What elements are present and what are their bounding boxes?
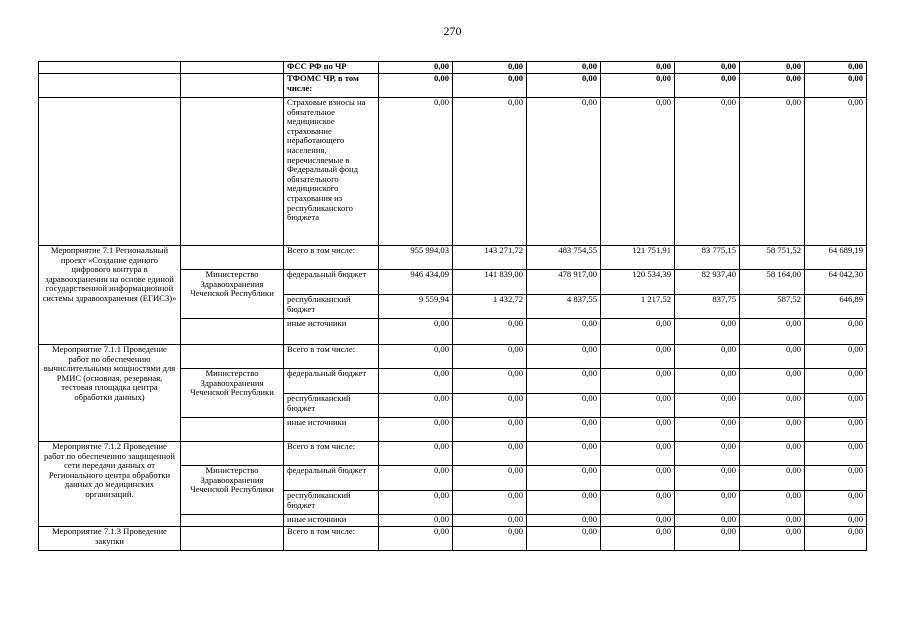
value-cell: 0,00 xyxy=(675,466,740,491)
value-cell: 0,00 xyxy=(805,369,867,394)
value-cell: 587,52 xyxy=(740,295,805,319)
value-cell: 0,00 xyxy=(453,394,527,418)
activity-title-cell: Мероприятие 7.1 Региональный проект «Создание единого цифрового контура в здравоохранении на основе единой государственной информационной системы здравоохранения (ЕГИСЗ)» xyxy=(39,246,181,345)
value-cell: 0,00 xyxy=(601,74,675,98)
value-cell: 0,00 xyxy=(740,442,805,466)
value-cell: 0,00 xyxy=(675,394,740,418)
value-cell: 0,00 xyxy=(805,466,867,491)
value-cell: 58 751,52 xyxy=(740,246,805,270)
value-cell: 0,00 xyxy=(805,394,867,418)
value-cell: 64 689,19 xyxy=(805,246,867,270)
value-cell: 0,00 xyxy=(601,491,675,515)
value-cell: 1 217,52 xyxy=(601,295,675,319)
value-cell: 0,00 xyxy=(740,74,805,98)
executor-cell-empty xyxy=(181,319,284,345)
value-cell: 82 937,40 xyxy=(675,270,740,295)
value-cell: 64 042,30 xyxy=(805,270,867,295)
value-cell: 0,00 xyxy=(379,98,453,246)
value-cell: 0,00 xyxy=(675,319,740,345)
source-cell: иные источники xyxy=(284,319,379,345)
source-cell: федеральный бюджет xyxy=(284,369,379,394)
source-cell: Всего в том числе: xyxy=(284,345,379,369)
value-cell: 0,00 xyxy=(675,74,740,98)
source-cell: иные источники xyxy=(284,515,379,527)
budget-table xyxy=(38,61,867,551)
value-cell: 0,00 xyxy=(601,62,675,74)
value-cell: 0,00 xyxy=(805,515,867,527)
value-cell: 0,00 xyxy=(379,466,453,491)
value-cell: 946 434,09 xyxy=(379,270,453,295)
source-cell: иные источники xyxy=(284,418,379,442)
value-cell: 0,00 xyxy=(675,527,740,551)
value-cell: 0,00 xyxy=(527,394,601,418)
source-cell: ТФОМС ЧР, в том числе: xyxy=(284,74,379,98)
value-cell: 837,75 xyxy=(675,295,740,319)
value-cell: 0,00 xyxy=(740,394,805,418)
value-cell: 0,00 xyxy=(805,418,867,442)
value-cell: 0,00 xyxy=(379,491,453,515)
value-cell: 121 751,91 xyxy=(601,246,675,270)
executor-cell-empty xyxy=(181,527,284,551)
value-cell: 0,00 xyxy=(740,491,805,515)
value-cell: 83 775,15 xyxy=(675,246,740,270)
table-row xyxy=(39,246,867,270)
value-cell: 0,00 xyxy=(453,98,527,246)
value-cell: 0,00 xyxy=(601,345,675,369)
value-cell: 0,00 xyxy=(675,515,740,527)
value-cell: 0,00 xyxy=(675,418,740,442)
value-cell: 0,00 xyxy=(740,466,805,491)
executor-cell: Министерство Здравоохранения Чеченской Республики xyxy=(181,270,284,319)
value-cell: 0,00 xyxy=(453,319,527,345)
source-cell: республиканский бюджет xyxy=(284,491,379,515)
value-cell: 0,00 xyxy=(601,442,675,466)
source-cell: ФСС РФ по ЧР xyxy=(284,62,379,74)
value-cell: 0,00 xyxy=(527,62,601,74)
value-cell: 0,00 xyxy=(805,345,867,369)
executor-cell: Министерство Здравоохранения Чеченской Республики xyxy=(181,466,284,515)
activity-cell-empty xyxy=(39,74,181,98)
source-cell: Страховые взносы на обязательное медицинское страхование неработающего населения, перечисляемые в Федеральный фонд обязательного медицинского страхования из республиканского бюджета xyxy=(284,98,379,246)
value-cell: 0,00 xyxy=(740,418,805,442)
value-cell: 4 837,55 xyxy=(527,295,601,319)
value-cell: 0,00 xyxy=(740,62,805,74)
source-cell: республиканский бюджет xyxy=(284,295,379,319)
value-cell: 0,00 xyxy=(379,442,453,466)
value-cell: 0,00 xyxy=(379,62,453,74)
table-row xyxy=(39,98,867,246)
executor-cell-empty xyxy=(181,345,284,369)
source-cell: республиканский бюджет xyxy=(284,394,379,418)
value-cell: 0,00 xyxy=(601,98,675,246)
value-cell: 0,00 xyxy=(527,466,601,491)
value-cell: 0,00 xyxy=(601,394,675,418)
value-cell: 0,00 xyxy=(527,527,601,551)
value-cell: 0,00 xyxy=(453,466,527,491)
value-cell: 0,00 xyxy=(601,418,675,442)
source-cell: Всего в том числе: xyxy=(284,442,379,466)
value-cell: 0,00 xyxy=(453,418,527,442)
value-cell: 483 754,55 xyxy=(527,246,601,270)
value-cell: 0,00 xyxy=(453,369,527,394)
source-cell: Всего в том числе: xyxy=(284,527,379,551)
value-cell: 0,00 xyxy=(675,369,740,394)
table-row xyxy=(39,442,867,466)
source-cell: Всего в том числе: xyxy=(284,246,379,270)
value-cell: 0,00 xyxy=(379,369,453,394)
value-cell: 0,00 xyxy=(675,442,740,466)
value-cell: 0,00 xyxy=(527,369,601,394)
value-cell: 120 534,39 xyxy=(601,270,675,295)
value-cell: 0,00 xyxy=(453,491,527,515)
value-cell: 0,00 xyxy=(675,491,740,515)
executor-cell-empty xyxy=(181,442,284,466)
value-cell: 0,00 xyxy=(601,515,675,527)
value-cell: 0,00 xyxy=(601,319,675,345)
value-cell: 0,00 xyxy=(379,319,453,345)
value-cell: 1 432,72 xyxy=(453,295,527,319)
value-cell: 0,00 xyxy=(527,319,601,345)
value-cell: 0,00 xyxy=(740,319,805,345)
value-cell: 0,00 xyxy=(379,394,453,418)
executor-cell-empty xyxy=(181,515,284,527)
value-cell: 646,89 xyxy=(805,295,867,319)
value-cell: 0,00 xyxy=(379,418,453,442)
table-row xyxy=(39,345,867,369)
value-cell: 0,00 xyxy=(805,74,867,98)
activity-title-cell: Мероприятие 7.1.2 Проведение работ по обеспечению защищенной сети передачи данных от Регионального центра обработки данных до медицинских организаций. xyxy=(39,442,181,527)
value-cell: 143 271,72 xyxy=(453,246,527,270)
value-cell: 0,00 xyxy=(527,74,601,98)
activity-title-cell: Мероприятие 7.1.1 Проведение работ по обеспечению вычислительными мощностями для РМИС (основная, резервная, тестовая площадка центра обработки данных) xyxy=(39,345,181,442)
value-cell: 0,00 xyxy=(740,515,805,527)
executor-cell-empty xyxy=(181,246,284,270)
value-cell: 0,00 xyxy=(453,515,527,527)
value-cell: 0,00 xyxy=(805,319,867,345)
executor-cell-empty xyxy=(181,74,284,98)
value-cell: 0,00 xyxy=(379,74,453,98)
value-cell: 0,00 xyxy=(453,74,527,98)
value-cell: 0,00 xyxy=(805,62,867,74)
value-cell: 0,00 xyxy=(740,345,805,369)
source-cell: федеральный бюджет xyxy=(284,270,379,295)
value-cell: 0,00 xyxy=(805,98,867,246)
value-cell: 0,00 xyxy=(601,466,675,491)
table-row xyxy=(39,527,867,551)
value-cell: 0,00 xyxy=(601,527,675,551)
executor-cell-empty xyxy=(181,418,284,442)
value-cell: 0,00 xyxy=(527,418,601,442)
executor-cell-empty xyxy=(181,62,284,74)
value-cell: 0,00 xyxy=(740,98,805,246)
value-cell: 0,00 xyxy=(527,345,601,369)
value-cell: 0,00 xyxy=(379,527,453,551)
table-row xyxy=(39,74,867,98)
value-cell: 0,00 xyxy=(601,369,675,394)
value-cell: 58 164,00 xyxy=(740,270,805,295)
value-cell: 0,00 xyxy=(453,442,527,466)
value-cell: 0,00 xyxy=(740,369,805,394)
table-row xyxy=(39,62,867,74)
value-cell: 0,00 xyxy=(805,491,867,515)
value-cell: 0,00 xyxy=(527,515,601,527)
value-cell: 955 994,03 xyxy=(379,246,453,270)
value-cell: 0,00 xyxy=(453,527,527,551)
value-cell: 0,00 xyxy=(675,62,740,74)
activity-cell-empty xyxy=(39,62,181,74)
executor-cell: Министерство Здравоохранения Чеченской Республики xyxy=(181,369,284,418)
value-cell: 478 917,00 xyxy=(527,270,601,295)
value-cell: 141 839,00 xyxy=(453,270,527,295)
activity-cell-empty xyxy=(39,98,181,246)
value-cell: 0,00 xyxy=(675,345,740,369)
value-cell: 0,00 xyxy=(740,527,805,551)
value-cell: 0,00 xyxy=(379,515,453,527)
value-cell: 0,00 xyxy=(527,491,601,515)
value-cell: 0,00 xyxy=(527,442,601,466)
executor-cell-empty xyxy=(181,98,284,246)
value-cell: 0,00 xyxy=(675,98,740,246)
value-cell: 9 559,94 xyxy=(379,295,453,319)
value-cell: 0,00 xyxy=(805,527,867,551)
activity-title-cell: Мероприятие 7.1.3 Проведение закупки xyxy=(39,527,181,551)
value-cell: 0,00 xyxy=(453,62,527,74)
page-number: 270 xyxy=(443,24,462,38)
value-cell: 0,00 xyxy=(527,98,601,246)
value-cell: 0,00 xyxy=(805,442,867,466)
value-cell: 0,00 xyxy=(379,345,453,369)
source-cell: федеральный бюджет xyxy=(284,466,379,491)
value-cell: 0,00 xyxy=(453,345,527,369)
